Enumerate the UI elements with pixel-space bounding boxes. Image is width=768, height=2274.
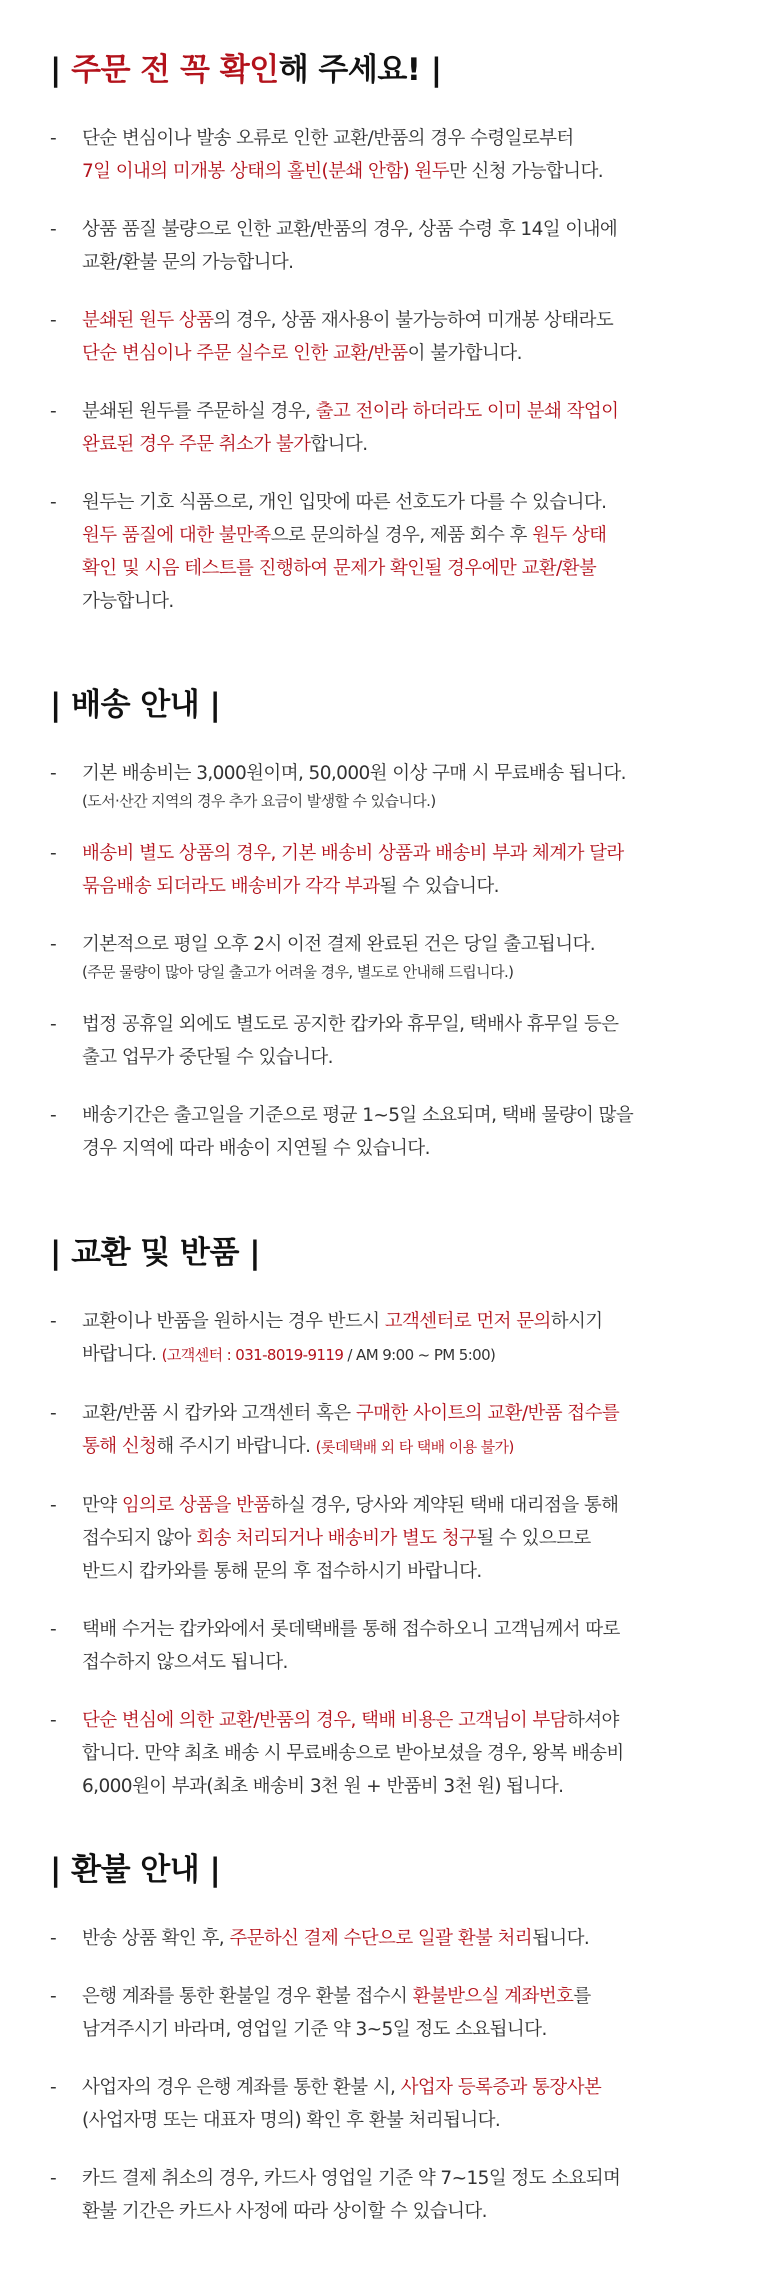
body-text: 상품 품질 불량으로 인한 교환/반품의 경우, 상품 수령 후 14일 이내에: [82, 219, 618, 240]
body-text: 카드 결제 취소의 경우, 카드사 영업일 기준 약 7~15일 정도 소요되며: [82, 2168, 621, 2189]
item-line: [82, 1646, 740, 1679]
body-text: 분쇄된 원두를 주문하실 경우,: [82, 401, 316, 422]
item-line: [82, 1737, 740, 1770]
body-text: 남겨주시기 바라며, 영업일 기준 약 3~5일 정도 소요됩니다.: [82, 2019, 547, 2040]
body-text: 될 수 있습니다.: [379, 876, 499, 897]
bullet-dash: -: [50, 1014, 57, 1035]
body-text: 출고 업무가 중단될 수 있습니다.: [82, 1047, 333, 1068]
item-line: [82, 928, 740, 961]
heading-bar-right: |: [238, 1235, 261, 1271]
list-item: [50, 304, 740, 370]
item-line: [82, 1132, 740, 1165]
item-line: [82, 1041, 740, 1074]
bullet-dash: -: [50, 1619, 57, 1640]
item-line: [82, 2071, 740, 2104]
bullet-dash: -: [50, 1105, 57, 1126]
refund-section: [50, 1850, 740, 2253]
list-item: [50, 1489, 740, 1588]
item-line: [82, 1305, 740, 1338]
body-text: 경우 지역에 따라 배송이 지연될 수 있습니다.: [82, 1138, 430, 1159]
item-line: [82, 246, 740, 279]
body-text: 법정 공휴일 외에도 별도로 공지한 캅카와 휴무일, 택배사 휴무일 등은: [82, 1014, 619, 1035]
body-text: 하시기: [550, 1311, 603, 1332]
bullet-dash: -: [50, 492, 57, 513]
body-text: / AM 9:00 ~ PM 5:00): [343, 1346, 496, 1364]
list-item: [50, 1922, 740, 1955]
bullet-dash: -: [50, 1403, 57, 1424]
bullet-dash: -: [50, 1495, 57, 1516]
body-text: 기본 배송비는 3,000원이며, 50,000원 이상 구매 시 무료배송 됩니다.: [82, 763, 626, 784]
item-line: [82, 585, 740, 618]
highlight-text: 7일 이내의 미개봉 상태의 홀빈(분쇄 안함) 원두: [82, 161, 449, 182]
item-line: [82, 2104, 740, 2137]
body-text: 됩니다.: [532, 1928, 590, 1949]
highlight-text: 완료된 경우 주문 취소가 불가: [82, 434, 311, 455]
highlight-text: 고객센터로 먼저 문의: [384, 1311, 551, 1332]
bullet-dash: -: [50, 2077, 57, 2098]
notice-list: [50, 122, 740, 618]
body-text: 교환/반품 시 캅카와 고객센터 혹은: [82, 1403, 356, 1424]
body-text: 반드시 캅카와를 통해 문의 후 접수하시기 바랍니다.: [82, 1561, 482, 1582]
body-text: 환불 기간은 카드사 사정에 따라 상이할 수 있습니다.: [82, 2201, 487, 2222]
heading-text: 교환 및 반품: [71, 1235, 239, 1271]
list-item: [50, 395, 740, 461]
body-text: 의 경우, 상품 재사용이 불가능하여 미개봉 상태라도: [213, 310, 614, 331]
highlight-text: 원두 상태: [532, 525, 607, 546]
body-text: 를: [573, 1986, 591, 2007]
heading-text: 환불 안내: [71, 1852, 200, 1888]
list-item: [50, 486, 740, 618]
highlight-text: 주문하신 결제 수단으로 일괄 환불 처리: [229, 1928, 533, 1949]
item-line: [82, 395, 740, 428]
item-line: [82, 2162, 740, 2195]
body-text: 하실 경우, 당사와 계약된 택배 대리점을 통해: [270, 1495, 619, 1516]
highlight-text: 임의로 상품을 반품: [121, 1495, 271, 1516]
bullet-dash: -: [50, 1311, 57, 1332]
item-line: [82, 1397, 740, 1430]
item-line: [82, 486, 740, 519]
note-text: (주문 물량이 많아 당일 출고가 어려울 경우, 별도로 안내해 드립니다.): [82, 963, 514, 981]
highlight-text: 단순 변심에 의한 교환/반품의 경우, 택배 비용은 고객님이 부담: [82, 1710, 567, 1731]
body-text: 하셔야: [566, 1710, 619, 1731]
body-text: 합니다.: [310, 434, 368, 455]
list-item: [50, 928, 740, 983]
bullet-dash: -: [50, 763, 57, 784]
heading-text: 배송 안내: [71, 687, 200, 723]
highlight-text: 출고 전이라 하더라도 이미 분쇄 작업이: [315, 401, 619, 422]
item-line: [82, 552, 740, 585]
body-text: 가능합니다.: [82, 591, 174, 612]
body-text: 해 주시기 바랍니다.: [156, 1436, 316, 1457]
body-text: 이 불가합니다.: [407, 343, 522, 364]
body-text: (사업자명 또는 대표자 명의) 확인 후 환불 처리됩니다.: [82, 2110, 501, 2131]
list-item: [50, 213, 740, 279]
list-item: [50, 1980, 740, 2046]
bullet-dash: -: [50, 1986, 57, 2007]
heading-bar-right: |: [199, 687, 221, 723]
item-line: [82, 1008, 740, 1041]
list-item: [50, 1397, 740, 1464]
list-item: [50, 1305, 740, 1372]
highlight-text: (고객센터 : 031-8019-9119: [161, 1346, 344, 1364]
exchange-section: [50, 1233, 740, 1828]
notice-section: [50, 50, 740, 643]
refund-heading: [50, 1850, 740, 1890]
bullet-dash: -: [50, 2168, 57, 2189]
item-line: [82, 428, 740, 461]
body-text: 될 수 있으므로: [476, 1528, 591, 1549]
bullet-dash: -: [50, 843, 57, 864]
body-text: 반송 상품 확인 후,: [82, 1928, 230, 1949]
item-line: [82, 1338, 740, 1372]
item-line: [82, 1980, 740, 2013]
item-line: [82, 1555, 740, 1588]
list-item: [50, 1008, 740, 1074]
highlight-text: 원두 품질에 대한 불만족: [82, 525, 271, 546]
item-line: [82, 1099, 740, 1132]
item-line: [82, 122, 740, 155]
item-line: [82, 1522, 740, 1555]
body-text: 접수하지 않으셔도 됩니다.: [82, 1652, 288, 1673]
heading-bar-left: |: [50, 687, 72, 723]
heading-bar-left: |: [50, 52, 72, 88]
list-item: [50, 1613, 740, 1679]
item-line: [82, 304, 740, 337]
highlight-text: 묶음배송 되더라도 배송비가 각각 부과: [82, 876, 380, 897]
item-line: [82, 757, 740, 790]
highlight-text: 통해 신청: [82, 1436, 157, 1457]
body-text: 접수되지 않아: [82, 1528, 197, 1549]
bullet-dash: -: [50, 1710, 57, 1731]
body-text: 교환/환불 문의 가능합니다.: [82, 252, 294, 273]
body-text: 기본적으로 평일 오후 2시 이전 결제 완료된 건은 당일 출고됩니다.: [82, 934, 596, 955]
item-line: [82, 1613, 740, 1646]
body-text: 만 신청 가능합니다.: [448, 161, 603, 182]
item-line: [82, 837, 740, 870]
list-item: [50, 1099, 740, 1165]
heading-bar-right: |: [420, 52, 442, 88]
list-item: [50, 757, 740, 812]
heading-bar-right: |: [199, 1852, 221, 1888]
body-text: 택배 수거는 캅카와에서 롯데택배를 통해 접수하오니 고객님께서 따로: [82, 1619, 620, 1640]
shipping-section: [50, 685, 740, 1190]
list-item: [50, 1704, 740, 1803]
body-text: 바랍니다.: [82, 1344, 162, 1365]
bullet-dash: -: [50, 219, 57, 240]
body-text: 사업자의 경우 은행 계좌를 통한 환불 시,: [82, 2077, 401, 2098]
body-text: 은행 계좌를 통한 환불일 경우 환불 접수시: [82, 1986, 413, 2007]
highlight-text: 분쇄된 원두 상품: [82, 310, 214, 331]
item-line: [82, 1430, 740, 1464]
heading-bar-left: |: [50, 1235, 72, 1271]
list-item: [50, 122, 740, 188]
highlight-text: (롯데택배 외 타 택배 이용 불가): [315, 1438, 514, 1456]
refund-list: [50, 1922, 740, 2228]
body-text: 원두는 기호 식품으로, 개인 입맛에 따른 선호도가 다를 수 있습니다.: [82, 492, 607, 513]
shipping-heading: [50, 685, 740, 725]
notice-heading: [50, 50, 740, 90]
heading-text: 해 주세요!: [278, 52, 421, 88]
body-text: 합니다. 만약 최초 배송 시 무료배송으로 받아보셨을 경우, 왕복 배송비: [82, 1743, 624, 1764]
shipping-list: [50, 757, 740, 1165]
bullet-dash: -: [50, 934, 57, 955]
list-item: [50, 837, 740, 903]
body-text: 6,000원이 부과(최초 배송비 3천 원 + 반품비 3천 원) 됩니다.: [82, 1776, 564, 1797]
bullet-dash: -: [50, 1928, 57, 1949]
highlight-text: 확인 및 시음 테스트를 진행하여 문제가 확인될 경우에만 교환/환불: [82, 558, 597, 579]
body-text: 단순 변심이나 발송 오류로 인한 교환/반품의 경우 수령일로부터: [82, 128, 574, 149]
note-text: (도서·산간 지역의 경우 추가 요금이 발생할 수 있습니다.): [82, 792, 436, 810]
bullet-dash: -: [50, 401, 57, 422]
list-item: [50, 2162, 740, 2228]
item-line: [82, 1922, 740, 1955]
body-text: 배송기간은 출고일을 기준으로 평균 1~5일 소요되며, 택배 물량이 많을: [82, 1105, 634, 1126]
item-line: [82, 519, 740, 552]
item-line: [82, 2013, 740, 2046]
highlight-text: 사업자 등록증과 통장사본: [400, 2077, 602, 2098]
item-line: [82, 870, 740, 903]
highlight-text: 회송 처리되거나 배송비가 별도 청구: [196, 1528, 477, 1549]
item-line: [82, 337, 740, 370]
highlight-text: 단순 변심이나 주문 실수로 인한 교환/반품: [82, 343, 408, 364]
heading-highlight: 주문 전 꼭 확인: [71, 52, 279, 88]
heading-bar-left: |: [50, 1852, 72, 1888]
highlight-text: 환불받으실 계좌번호: [412, 1986, 574, 2007]
item-line: [82, 2195, 740, 2228]
item-line: [82, 1489, 740, 1522]
exchange-heading: [50, 1233, 740, 1273]
body-text: 교환이나 반품을 원하시는 경우 반드시: [82, 1311, 385, 1332]
item-line: [82, 1704, 740, 1737]
body-text: 만약: [82, 1495, 122, 1516]
list-item: [50, 2071, 740, 2137]
item-line: [82, 1770, 740, 1803]
bullet-dash: -: [50, 310, 57, 331]
exchange-list: [50, 1305, 740, 1803]
highlight-text: 구매한 사이트의 교환/반품 접수를: [355, 1403, 620, 1424]
highlight-text: 배송비 별도 상품의 경우, 기본 배송비 상품과 배송비 부과 체계가 달라: [82, 843, 624, 864]
item-line: [82, 155, 740, 188]
body-text: 으로 문의하실 경우, 제품 회수 후: [270, 525, 533, 546]
item-line: [82, 213, 740, 246]
bullet-dash: -: [50, 128, 57, 149]
